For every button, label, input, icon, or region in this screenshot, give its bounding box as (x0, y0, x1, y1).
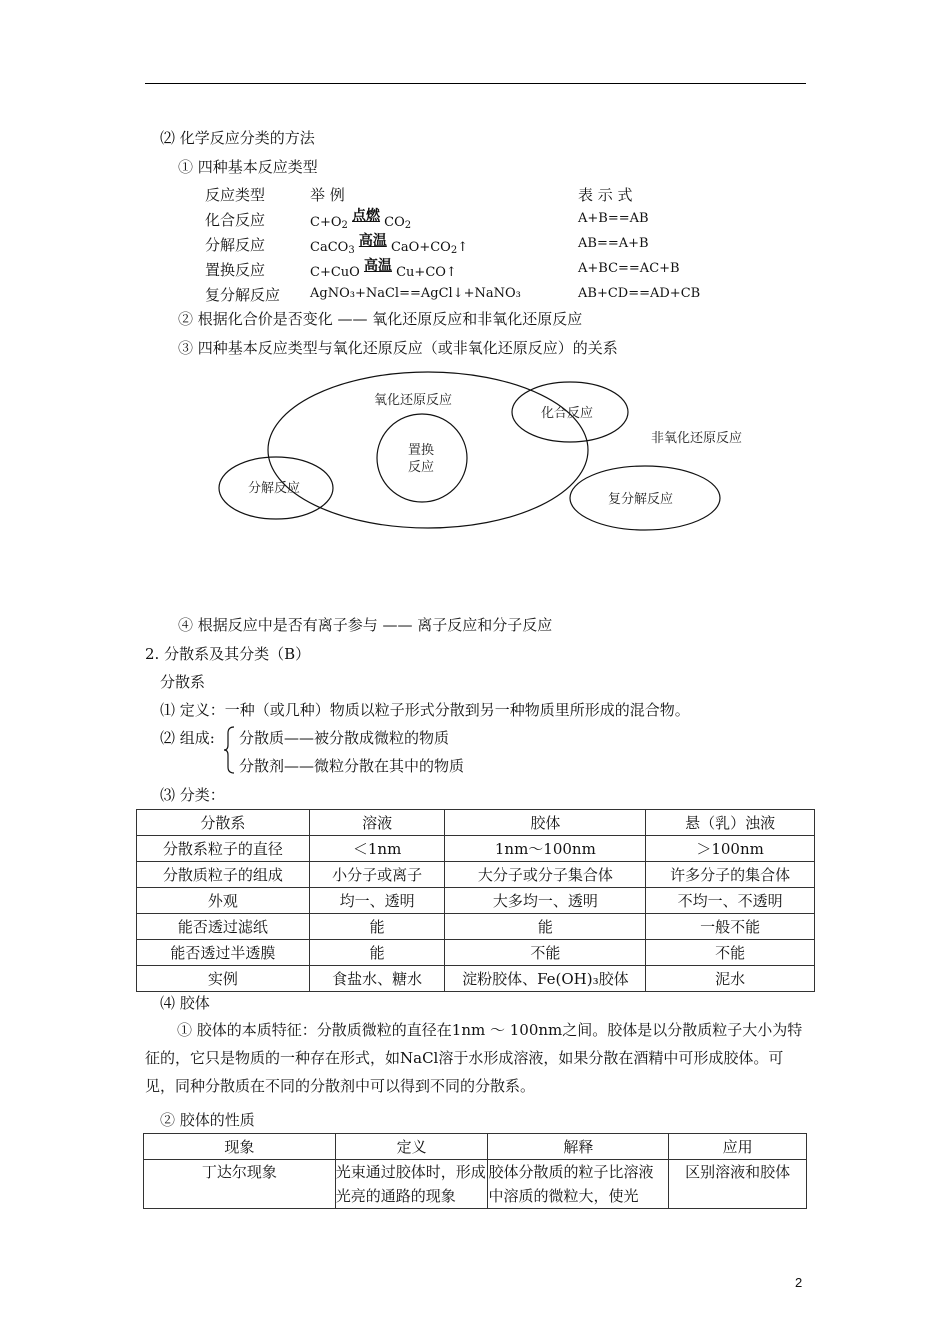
colloid-paragraph: ① 胶体的本质特征：分散质微粒的直径在1nm ～ 100nm之间。胶体是以分散质粒子大小为特征的，它只是物质的一种存在形式，如NaCl溶于水形成溶液，如果分散在酒精中可形成胶体。可见，同种分散质在不同的分散剂中可以得到不同的分散系。 (145, 1021, 803, 1095)
row-type: 复分解反应 (205, 286, 281, 304)
table-cell: 食盐水、糖水 (309, 966, 445, 992)
row-example: CaCO$_3$ 高温 $CaO+CO_2↑$ (310, 233, 469, 256)
header-type: 反应类型 (205, 186, 266, 204)
table-cell: 光束通过胶体时，形成光亮的通路的现象 (335, 1160, 488, 1209)
combination-label: 化合反应 (541, 406, 594, 421)
section-heading-classification: ⑵ 化学反应分类的方法 (160, 129, 315, 147)
section-heading-dispersion: 2. 分散系及其分类（B） (145, 645, 311, 663)
table-cell: 一般不能 (646, 914, 815, 940)
row-type: 化合反应 (205, 211, 266, 229)
table-cell: ＞100nm (646, 836, 815, 862)
colloid-properties-label: ② 胶体的性质 (160, 1111, 255, 1129)
header-expression: 表 示 式 (578, 186, 633, 204)
condition-label: 高温 (358, 233, 387, 249)
table-cell: 溶液 (309, 810, 445, 836)
table-cell: 胶体 (445, 810, 646, 836)
table-cell: 实例 (137, 966, 310, 992)
table-cell: 能 (445, 914, 646, 940)
table-row (137, 966, 815, 992)
table-row (137, 914, 815, 940)
header-example: 举 例 (310, 186, 345, 204)
composition-solute: 分散质——被分散成微粒的物质 (239, 729, 450, 747)
table-cell: 定义 (335, 1134, 488, 1160)
replacement-label-2: 反应 (408, 460, 435, 475)
table-cell: 现象 (144, 1134, 336, 1160)
brace-icon (222, 725, 236, 775)
row-expression: A+BC==AC+B (578, 261, 680, 276)
table-cell: 分散质粒子的组成 (137, 862, 310, 888)
table-cell: 丁达尔现象 (144, 1160, 336, 1209)
colloid-properties-table (143, 1133, 807, 1209)
table-cell: 胶体分散质的粒子比溶液中溶质的微粒大，使光 (488, 1160, 669, 1209)
row-expression: A+B==AB (578, 211, 649, 226)
table-cell: 不均一、不透明 (646, 888, 815, 914)
row-example: AgNO₃+NaCl==AgCl↓+NaNO₃ (310, 286, 521, 301)
table-cell: 许多分子的集合体 (646, 862, 815, 888)
table-cell: 区别溶液和胶体 (669, 1160, 807, 1209)
table-cell: 大多均一、透明 (445, 888, 646, 914)
page-number: 2 (795, 1275, 803, 1290)
non-redox-label: 非氧化还原反应 (651, 431, 743, 446)
table-cell: 1nm～100nm (445, 836, 646, 862)
table-row (137, 810, 815, 836)
replacement-circle (377, 414, 467, 502)
table-cell: 大分子或分子集合体 (445, 862, 646, 888)
table-cell: 分散系 (137, 810, 310, 836)
replacement-label-1: 置换 (408, 443, 435, 458)
table-cell: 能否透过滤纸 (137, 914, 310, 940)
table-row (144, 1134, 807, 1160)
classification-label: ⑶ 分类： (160, 786, 225, 804)
table-row (137, 862, 815, 888)
table-row (137, 888, 815, 914)
table-cell: ＜1nm (309, 836, 445, 862)
table-cell: 小分子或离子 (309, 862, 445, 888)
table-cell: 分散系粒子的直径 (137, 836, 310, 862)
subheading-valence: ② 根据化合价是否变化 —— 氧化还原反应和非氧化还原反应 (178, 310, 583, 328)
table-cell: 能否透过半透膜 (137, 940, 310, 966)
condition-label: 点燃 (352, 208, 381, 224)
condition-label: 高温 (363, 258, 392, 274)
subheading-ionic: ④ 根据反应中是否有离子参与 —— 离子反应和分子反应 (178, 616, 553, 634)
row-type: 分解反应 (205, 236, 266, 254)
dispersion-table (136, 809, 815, 992)
table-cell: 不能 (646, 940, 815, 966)
table-cell: 不能 (445, 940, 646, 966)
table-cell: 解释 (488, 1134, 669, 1160)
row-example: $C+O_2$ 点燃 $CO_2$ (310, 208, 412, 231)
term-dispersion: 分散系 (160, 673, 206, 691)
decomposition-label: 分解反应 (248, 481, 301, 496)
composition-label: ⑵ 组成: (160, 729, 215, 747)
row-type: 置换反应 (205, 261, 266, 279)
table-cell: 能 (309, 914, 445, 940)
colloid-label: ⑷ 胶体 (160, 994, 210, 1012)
table-cell: 淀粉胶体、Fe(OH)₃胶体 (445, 966, 646, 992)
definition-text: ⑴ 定义：一种（或几种）物质以粒子形式分散到另一种物质里所形成的混合物。 (160, 701, 690, 719)
redox-label: 氧化还原反应 (374, 393, 453, 408)
table-cell: 泥水 (646, 966, 815, 992)
row-expression: AB+CD==AD+CB (578, 286, 701, 301)
table-cell: 能 (309, 940, 445, 966)
subheading-four-types: ① 四种基本反应类型 (178, 158, 318, 176)
table-cell: 均一、透明 (309, 888, 445, 914)
subheading-relation: ③ 四种基本反应类型与氧化还原反应（或非氧化还原反应）的关系 (178, 339, 618, 357)
table-row (137, 836, 815, 862)
double-decomposition-label: 复分解反应 (608, 492, 674, 507)
composition-solvent: 分散剂——微粒分散在其中的物质 (239, 757, 465, 775)
table-row (137, 940, 815, 966)
table-row (144, 1160, 807, 1209)
table-cell: 应用 (669, 1134, 807, 1160)
row-example: C+CuO 高温 Cu+CO↑ (310, 258, 457, 280)
table-cell: 外观 (137, 888, 310, 914)
row-expression: AB==A+B (578, 236, 649, 251)
table-cell: 悬（乳）浊液 (646, 810, 815, 836)
